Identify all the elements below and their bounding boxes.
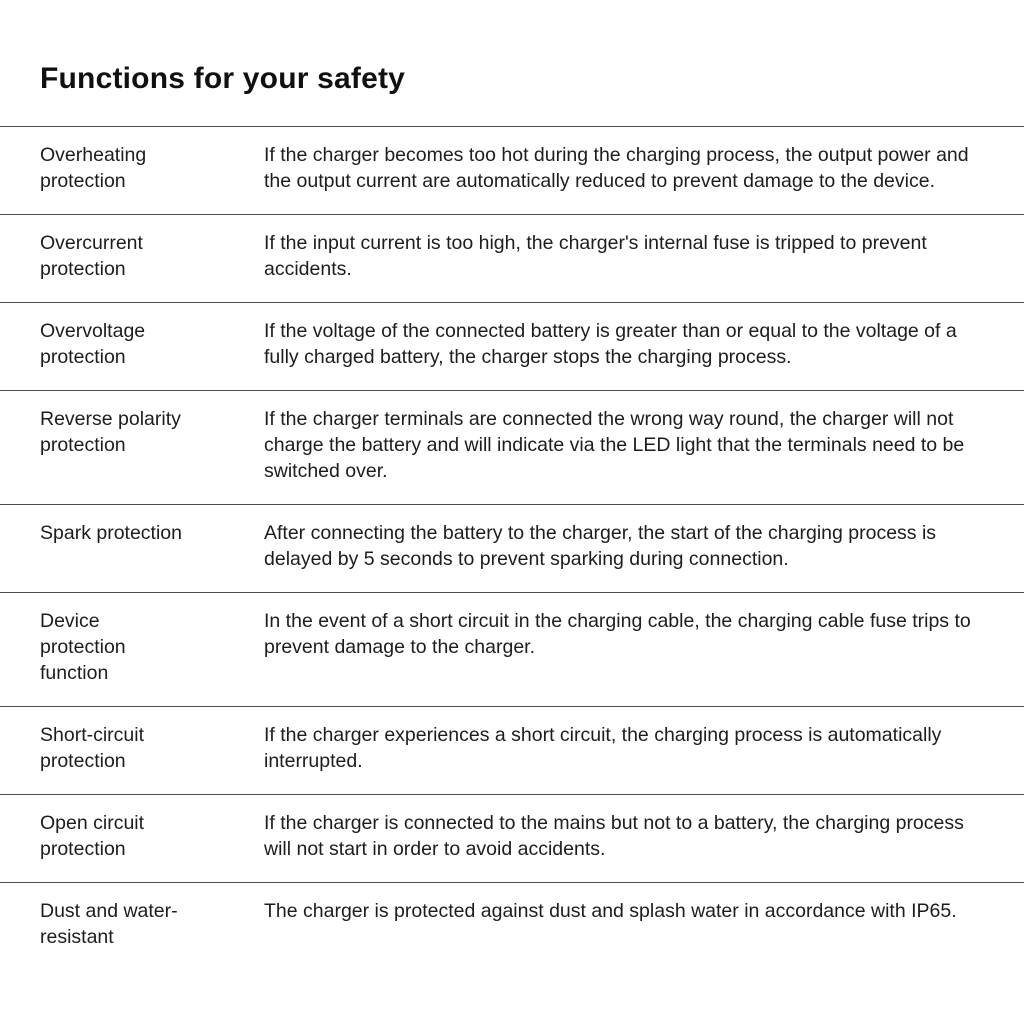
function-description-cell: If the charger becomes too hot during the charging process, the output power and the output current are automatically reduced to prevent damage to the device.	[264, 144, 969, 192]
safety-functions-table	[0, 126, 1024, 970]
table-row	[0, 706, 1024, 794]
table-row	[0, 126, 1024, 214]
function-name-cell: Reverse polarity protection	[40, 408, 181, 456]
function-name-cell: Short-circuit protection	[40, 724, 145, 772]
table-row	[0, 390, 1024, 504]
function-name-cell: Overvoltage protection	[40, 320, 146, 368]
function-description-cell: In the event of a short circuit in the charging cable, the charging cable fuse trips to prevent damage to the charger.	[264, 610, 971, 658]
function-name-cell: Device protection function	[40, 610, 126, 684]
function-name-cell: Open circuit protection	[40, 812, 145, 860]
table-row	[0, 882, 1024, 970]
function-name-cell: Spark protection	[40, 522, 182, 544]
table-row	[0, 794, 1024, 882]
function-description-cell: If the charger experiences a short circuit, the charging process is automatically interrupted.	[264, 724, 942, 772]
function-name-cell: Dust and water- resistant	[40, 900, 178, 948]
function-name-cell: Overheating protection	[40, 144, 147, 192]
function-description-cell: If the input current is too high, the charger's internal fuse is tripped to prevent accidents.	[264, 232, 927, 280]
function-name-cell: Overcurrent protection	[40, 232, 143, 280]
function-description-cell: If the charger is connected to the mains but not to a battery, the charging process will not start in order to avoid accidents.	[264, 812, 964, 860]
table-row	[0, 592, 1024, 706]
table-row	[0, 302, 1024, 390]
table-row	[0, 504, 1024, 592]
function-description-cell: If the voltage of the connected battery is greater than or equal to the voltage of a fully charged battery, the charger stops the charging process.	[264, 320, 957, 368]
function-description-cell: If the charger terminals are connected the wrong way round, the charger will not charge the battery and will indicate via the LED light that the terminals need to be switched over.	[264, 408, 965, 482]
function-description-cell: After connecting the battery to the charger, the start of the charging process is delayed by 5 seconds to prevent sparking during connection.	[264, 522, 937, 570]
page-title: Functions for your safety	[40, 62, 406, 95]
function-description-cell: The charger is protected against dust and splash water in accordance with IP65.	[264, 900, 957, 922]
table-row	[0, 214, 1024, 302]
